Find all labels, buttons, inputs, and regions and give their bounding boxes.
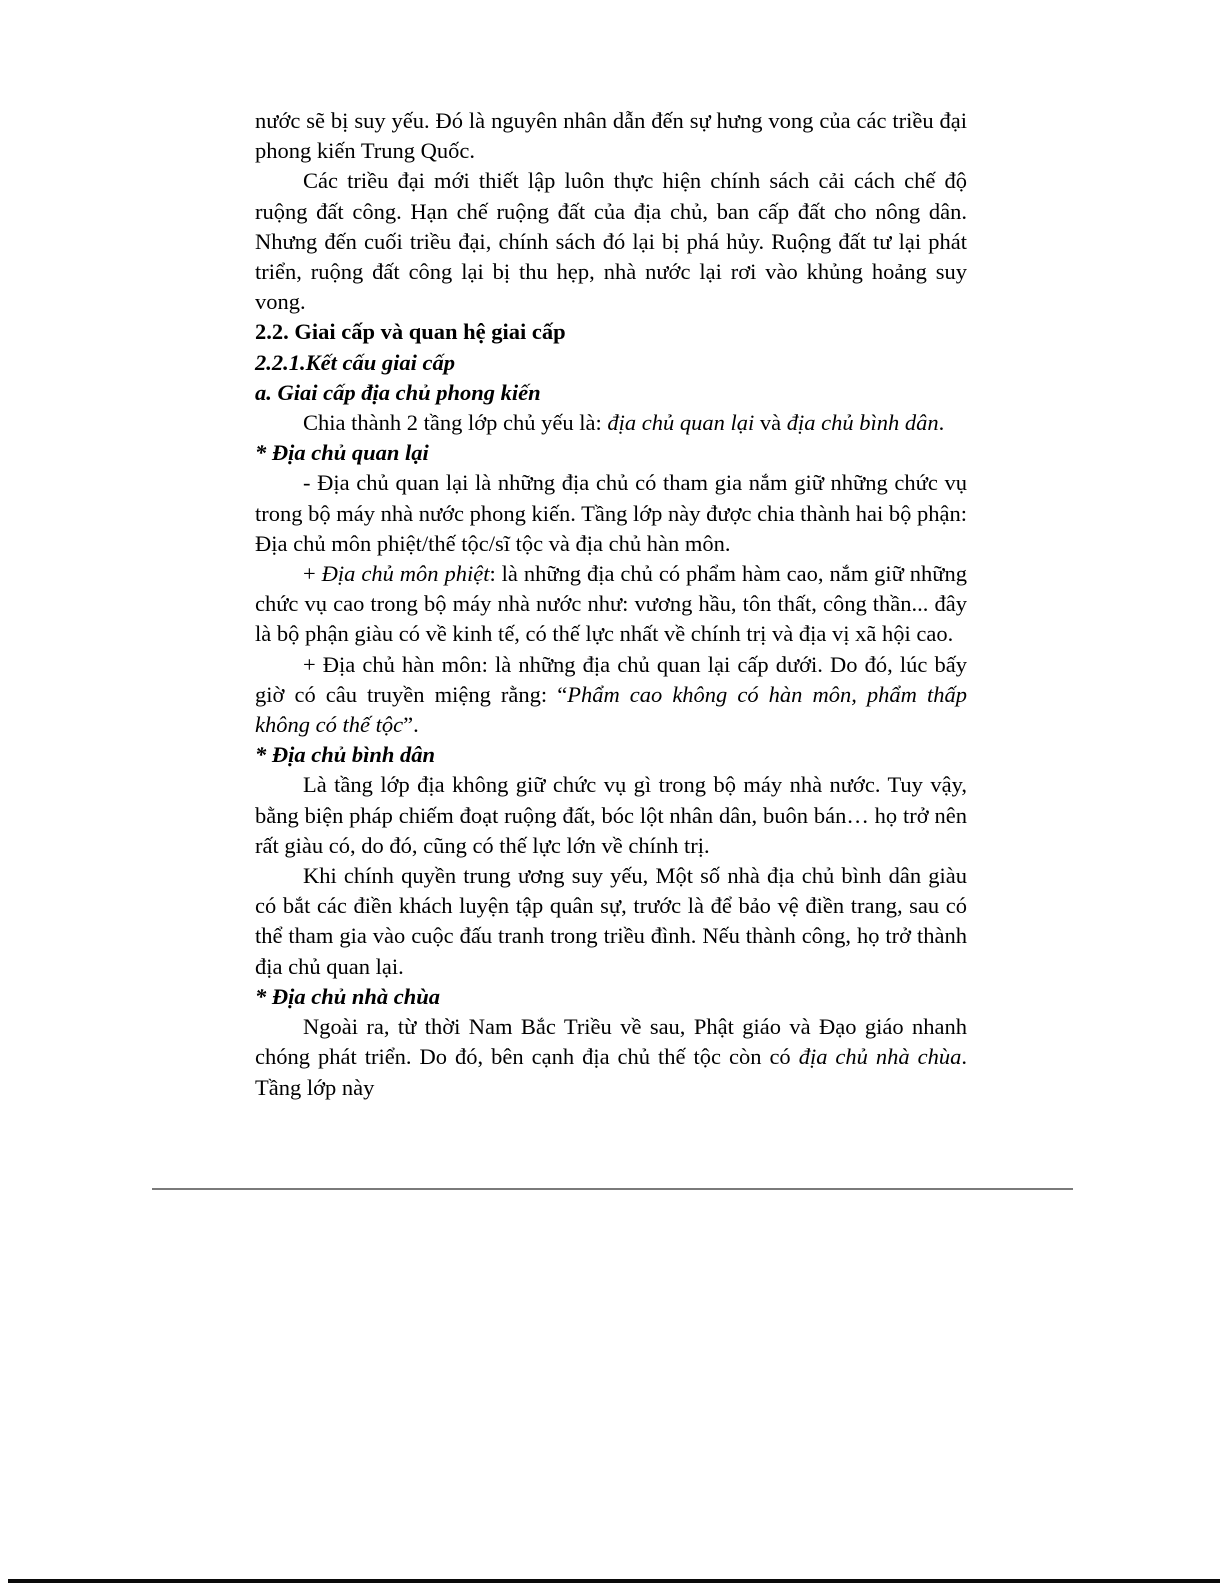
paragraph-two-strata (255, 408, 967, 438)
text-run: Các triều đại mới thiết lập luôn thực hiện chính sách cải cách chế độ ruộng đất công. Hạn chế ruộng đất của địa chủ, ban cấp đất cho nông dân. Nhưng đến cuối triều đại, chính sách đó lại bị phá hủy. Ruộng đất tư lại phát triển, ruộng đất công lại bị thu hẹp, nhà nước lại rơi vào khủng hoảng suy vong. (255, 168, 967, 315)
text-run: + Địa chủ hàn môn: là những địa chủ quan lại cấp dưới. Do đó, lúc bấy giờ có câu truyền miệng rằng: “ (255, 651, 967, 707)
text-run-italic: Địa chủ môn phiệt (321, 561, 490, 587)
footer-separator-rule (152, 1188, 1073, 1190)
text-run: . Tầng lớp này (255, 1044, 967, 1100)
text-run: . (938, 410, 945, 436)
text-run-italic: địa chủ quan lại (607, 410, 755, 436)
text-run: Khi chính quyền trung ương suy yếu, Một số nhà địa chủ bình dân giàu có bắt các điền khách luyện tập quân sự, trước là để bảo vệ điền trang, sau có thể tham gia vào cuộc đấu tranh trong triều đình. Nếu thành công, họ trở thành địa chủ quan lại. (255, 863, 967, 979)
text-run: Là tầng lớp địa không giữ chức vụ gì trong bộ máy nhà nước. Tuy vậy, bằng biện pháp chiếm đoạt ruộng đất, bóc lột nhân dân, buôn bán… họ trở nên rất giàu có, do đó, cũng có thế lực lớn về chính trị. (255, 772, 967, 858)
text-run: - Địa chủ quan lại là những địa chủ có tham gia nắm giữ những chức vụ trong bộ máy nhà nước phong kiến. Tầng lớp này được chia thành hai bộ phận: Địa chủ môn phiệt/thế tộc/sĩ tộc và địa chủ hàn môn. (255, 470, 968, 556)
paragraph-han-mon (255, 650, 967, 741)
text-run: + (303, 561, 322, 587)
text-run: Chia thành 2 tầng lớp chủ yếu là: (303, 410, 608, 436)
heading-2-2: 2.2. Giai cấp và quan hệ giai cấp (255, 319, 566, 345)
paragraph-commoner-landlords-2 (255, 861, 967, 982)
text-run: Ngoài ra, từ thời Nam Bắc Triều về sau, Phật giáo và Đạo giáo nhanh chóng phát triển. Do đó, bên cạnh địa chủ thế tộc còn có (255, 1014, 967, 1070)
paragraph-carryover (255, 106, 967, 166)
heading-temple-landlords: * Địa chủ nhà chùa (255, 983, 441, 1009)
paragraph-temple-landlords (255, 1012, 967, 1103)
text-run: ”. (403, 712, 419, 738)
heading-a-landlord-class: a. Giai cấp địa chủ phong kiến (255, 379, 541, 405)
heading-commoner-landlords: * Địa chủ bình dân (255, 742, 436, 768)
text-run-italic: địa chủ bình dân (786, 410, 939, 436)
paragraph-mon-phiet (255, 559, 967, 650)
heading-2-2-1: 2.2.1.Kết cấu giai cấp (255, 349, 455, 375)
page-bottom-edge (8, 1579, 1220, 1583)
text-run: và (754, 410, 787, 436)
text-run-italic: địa chủ nhà chùa (798, 1044, 962, 1070)
paragraph-mandarin-landlords (255, 468, 967, 559)
paragraph-land-policy (255, 166, 967, 317)
document-body-text (255, 106, 967, 1103)
text-run: nước sẽ bị suy yếu. Đó là nguyên nhân dẫn đến sự hưng vong của các triều đại phong kiến Trung Quốc. (255, 108, 967, 164)
heading-mandarin-landlords: * Địa chủ quan lại (255, 440, 429, 466)
text-run: : là những địa chủ có phẩm hàm cao, nắm giữ những chức vụ cao trong bộ máy nhà nước như: vương hầu, tôn thất, công thần... đây là bộ phận giàu có về kinh tế, có thế lực nhất về chính trị và địa vị xã hội cao. (255, 561, 967, 647)
paragraph-commoner-landlords-1 (255, 770, 967, 861)
text-run-italic: Phẩm cao không có hàn môn, phẩm thấp không có thế tộc (255, 681, 968, 738)
